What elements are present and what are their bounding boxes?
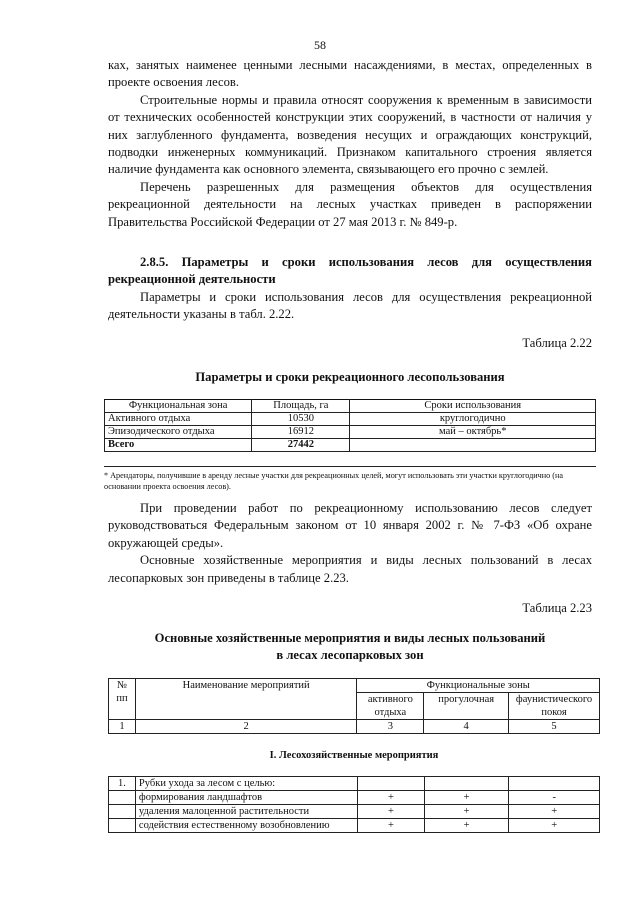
table-section-title: I. Лесохозяйственные мероприятия	[269, 750, 439, 761]
table-title-line: Основные хозяйственные мероприятия и виды лесных пользований	[154, 631, 546, 645]
paragraph: Перечень разрешенных для размещения объектов для осуществления рекреационной деятельности на лесных участках приведен в распоряжении Правительства Российской Федерации от 27 мая 2013 г. № 849-р.	[108, 179, 592, 229]
table-caption: Таблица 2.23	[522, 601, 592, 615]
column-header: активного отдыха	[357, 693, 424, 720]
cell: 3	[357, 720, 424, 734]
cell: +	[424, 819, 509, 833]
cell: +	[358, 791, 425, 805]
cell	[350, 439, 596, 452]
cell: Всего	[105, 439, 252, 452]
table-2-22	[104, 399, 596, 452]
cell	[358, 777, 425, 791]
cell	[509, 777, 600, 791]
table-row	[109, 777, 600, 791]
cell: 1.	[109, 777, 136, 791]
column-header: Функциональные зоны	[357, 679, 600, 693]
cell: май – октябрь*	[350, 426, 596, 439]
cell: формирования ландшафтов	[135, 791, 357, 805]
cell	[109, 819, 136, 833]
cell: 27442	[252, 439, 350, 452]
table-title-line: в лесах лесопарковых зон	[276, 648, 424, 662]
table-row	[105, 413, 596, 426]
paragraph: ках, занятых наименее ценными лесными насаждениями, в местах, определенных в проекте освоения лесов.	[108, 58, 592, 90]
footnote: * Арендаторы, получившие в аренду лесные участки для рекреационных целей, могут использовать эти участки круглогодично (на основании проекта освоения лесов).	[104, 466, 596, 492]
cell: +	[358, 805, 425, 819]
cell: Активного отдыха	[105, 413, 252, 426]
cell: 4	[424, 720, 509, 734]
table-2-23-header	[108, 678, 600, 734]
cell: 5	[509, 720, 600, 734]
cell: 10530	[252, 413, 350, 426]
cell: содействия естественному возобновлению	[135, 819, 357, 833]
body-text-top	[108, 57, 592, 231]
table-title	[108, 630, 592, 664]
cell: -	[509, 791, 600, 805]
table-title: Параметры и сроки рекреационного лесопользования	[195, 370, 505, 384]
table-row-numbers	[109, 720, 600, 734]
column-header: Наименование мероприятий	[135, 679, 357, 720]
cell: Эпизодического отдыха	[105, 426, 252, 439]
cell: +	[424, 805, 509, 819]
cell	[109, 805, 136, 819]
cell: Рубки ухода за лесом с целью:	[135, 777, 357, 791]
section-heading: 2.8.5. Параметры и сроки использования лесов для осуществления рекреационной деятельности	[108, 255, 592, 287]
paragraph: Строительные нормы и правила относят сооружения к временным в зависимости от технических особенностей конструкции этих сооружений, в частности от наличия у них заглубленного фундамента, возведения несущих и ограждающих конструкций, подводки инженерных коммуникаций. Признаком капитального строения является наличие фундамента как основного элемента, связывающего его прочно с землей.	[108, 92, 592, 177]
cell: удаления малоценной растительности	[135, 805, 357, 819]
paragraph: При проведении работ по рекреационному использованию лесов следует руководствоваться Федеральным законом от 10 января 2002 г. № 7-ФЗ «Об охране окружающей среды».	[108, 501, 592, 550]
table-2-23-body	[108, 776, 600, 833]
paragraph: Параметры и сроки использования лесов для осуществления рекреационной деятельности указаны в табл. 2.22.	[108, 289, 592, 322]
cell: +	[358, 819, 425, 833]
cell	[424, 777, 509, 791]
table-row	[105, 426, 596, 439]
column-header: Функциональная зона	[105, 400, 252, 413]
table-caption: Таблица 2.22	[522, 336, 592, 350]
body-text-mid	[108, 500, 592, 587]
cell: круглогодично	[350, 413, 596, 426]
cell: +	[424, 791, 509, 805]
table-row	[109, 819, 600, 833]
column-header: фаунистического покоя	[509, 693, 600, 720]
table-row	[109, 805, 600, 819]
cell: 2	[135, 720, 357, 734]
column-header: № пп	[109, 679, 136, 720]
cell: 1	[109, 720, 136, 734]
section-block	[108, 254, 592, 324]
page-number: 58	[314, 38, 326, 52]
paragraph: Основные хозяйственные мероприятия и виды лесных пользований в лесах лесопарковых зон приведены в таблице 2.23.	[108, 553, 592, 585]
column-header: Площадь, га	[252, 400, 350, 413]
column-header: прогулочная	[424, 693, 509, 720]
table-row	[109, 791, 600, 805]
cell	[109, 791, 136, 805]
column-header: Сроки использования	[350, 400, 596, 413]
table-row-total	[105, 439, 596, 452]
cell: +	[509, 805, 600, 819]
cell: +	[509, 819, 600, 833]
cell: 16912	[252, 426, 350, 439]
